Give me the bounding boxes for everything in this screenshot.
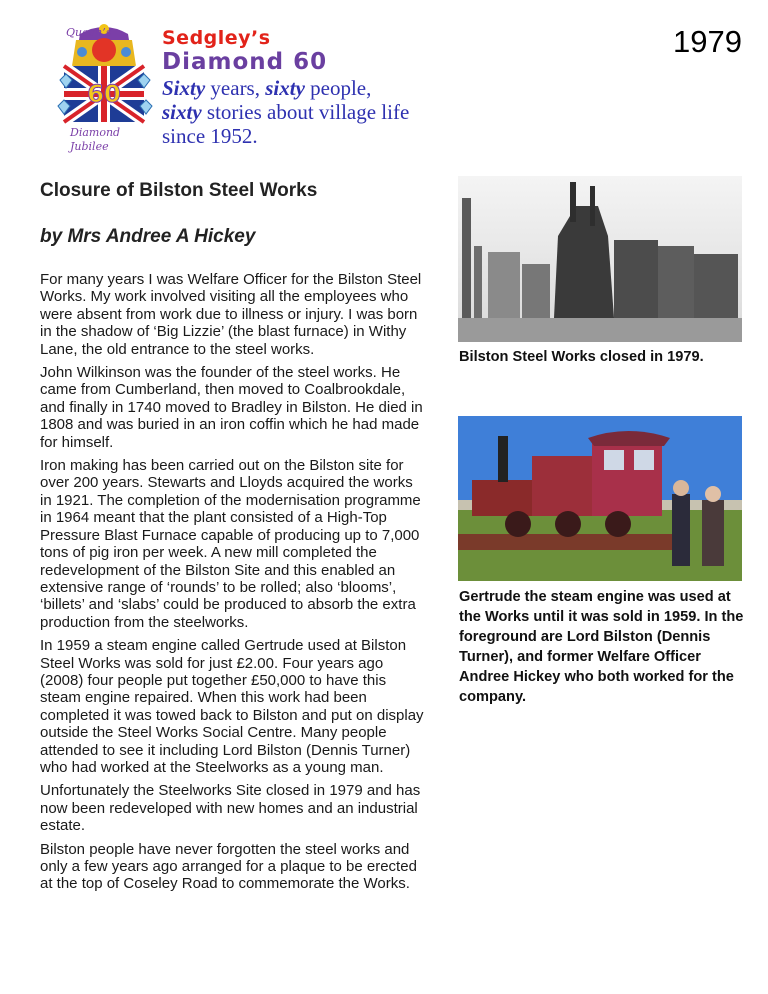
logo-number: 60 — [87, 80, 121, 108]
paragraph: Iron making has been carried out on the Bilston site for over 200 years. Stewarts and Lloyds acquired the works in 1921. The completion of the modernisation programme in 1964 meant that the plant consisted of a High-Top Pressure Blast Furnace capable of producing up to 7,000 tons of pig iron per week. A new mill completed the redevelopment of the Bilston Site and this enabled an extensive range of ‘rounds’ to be rolled; also ‘blooms’, ‘billets’ and ‘slabs’ could be produced to absorb the extra production from the steelworks. — [40, 457, 421, 631]
tagline-rest-1: years, — [205, 76, 266, 100]
year-label: 1979 — [673, 24, 742, 59]
tagline-rest-3: stories about village life — [201, 100, 410, 124]
header-block — [162, 28, 462, 148]
paragraph: John Wilkinson was the founder of the steel works. He came from Cumberland, then moved to Coalbrookdale, and finally in 1740 moved to Bradley in Bilston. He died in 1808 and was buried in an iron coffin which he had made for himself. — [40, 364, 423, 451]
tagline-since: since 1952. — [162, 124, 258, 148]
header-tagline — [162, 76, 462, 148]
article-author: by Mrs Andree A Hickey — [40, 226, 256, 247]
tagline-em-3: sixty — [162, 100, 202, 124]
photo1-caption: Bilston Steel Works closed in 1979. — [459, 349, 704, 365]
photo2-caption: Gertrude the steam engine was used at the Works until it was sold in 1959. In the foreground are Lord Bilston (Dennis Turner), and former Welfare Officer Andree Hickey who both worked for the company. — [459, 589, 744, 705]
article-title: Closure of Bilston Steel Works — [40, 180, 318, 201]
header-line-diamond: Diamond 60 — [162, 49, 328, 75]
logo-top-text: Queen’s — [66, 26, 112, 39]
paragraph: Unfortunately the Steelworks Site closed in 1979 and has now been redeveloped with new homes and an industrial estate. — [40, 782, 421, 835]
crown-flag-icon — [52, 22, 158, 156]
logo-bottom-text1: Diamond — [70, 126, 121, 139]
logo-bottom-text2: Jubilee — [70, 140, 109, 153]
tagline-em-1: Sixty — [162, 76, 206, 100]
steelworks-photo — [458, 176, 742, 342]
article-body — [40, 271, 428, 899]
paragraph: For many years I was Welfare Officer for the Bilston Steel Works. My work involved visiting all the employees who were absent from work due to illness or injury. I was born in the shadow of ‘Big Lizzie’ (the blast furnace) in Withy Lane, the old entrance to the steel works. — [40, 271, 422, 358]
paragraph: Bilston people have never forgotten the steel works and only a few years ago arranged for a plaque to be erected at the top of Coseley Road to commemorate the Works. — [40, 840, 417, 893]
steam-engine-photo — [458, 416, 742, 581]
header-line-sedgleys: Sedgley’s — [162, 27, 271, 49]
paragraph: In 1959 a steam engine called Gertrude used at Bilston Steel Works was sold for just £2.00. Four years ago (2008) four people put together £50,000 to have this steam engine repaired. When this work had been completed it was towed back to Bilston and put on display outside the Steel Works Social Centre. Many people attended to see it including Lord Bilston (Dennis Turner) who had worked at the Steelworks as a young man. — [40, 637, 424, 776]
tagline-em-2: sixty — [265, 76, 305, 100]
jubilee-logo — [52, 22, 158, 156]
tagline-rest-2: people, — [304, 76, 372, 100]
